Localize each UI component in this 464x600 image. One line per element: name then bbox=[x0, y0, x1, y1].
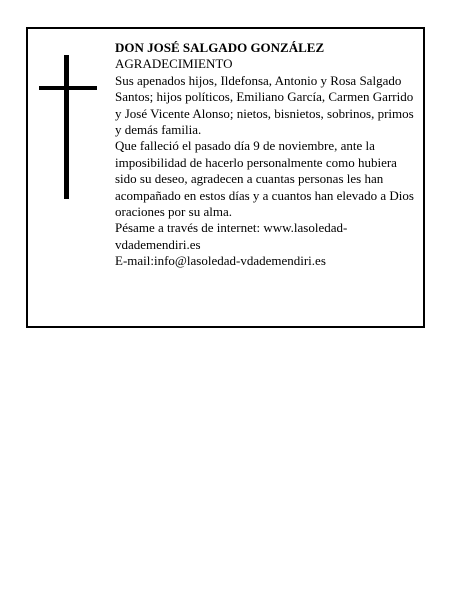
notice-heading: AGRADECIMIENTO bbox=[115, 56, 233, 72]
condolence-url-continuation: vdademendiri.es bbox=[115, 236, 201, 252]
cross-icon bbox=[39, 55, 97, 199]
message-paragraph: Que falleció el pasado día 9 de noviembre, ante la imposibilidad de hacerlo personalmente como hubiera sido su deseo, agradecen a cuantas personas les han acompañado en estos días y a cuantos han elevado a Dios oraciones por su alma. bbox=[115, 138, 414, 220]
family-paragraph: Sus apenados hijos, Ildefonsa, Antonio y Rosa Salgado Santos; hijos políticos, Emiliano García, Carmen Garrido y José Vicente Alonso; nietos, bisnietos, sobrinos, primos y demás familia. bbox=[115, 72, 414, 138]
notice-text bbox=[115, 40, 419, 270]
obituary-notice bbox=[26, 27, 425, 328]
condolence-line: Pésame a través de internet: www.lasoledad- bbox=[115, 220, 348, 236]
cross-horizontal-bar bbox=[39, 86, 97, 90]
cross-vertical-bar bbox=[64, 55, 69, 199]
deceased-name: DON JOSÉ SALGADO GONZÁLEZ bbox=[115, 40, 325, 55]
email-line: E-mail:info@lasoledad-vdademendiri.es bbox=[115, 253, 326, 269]
